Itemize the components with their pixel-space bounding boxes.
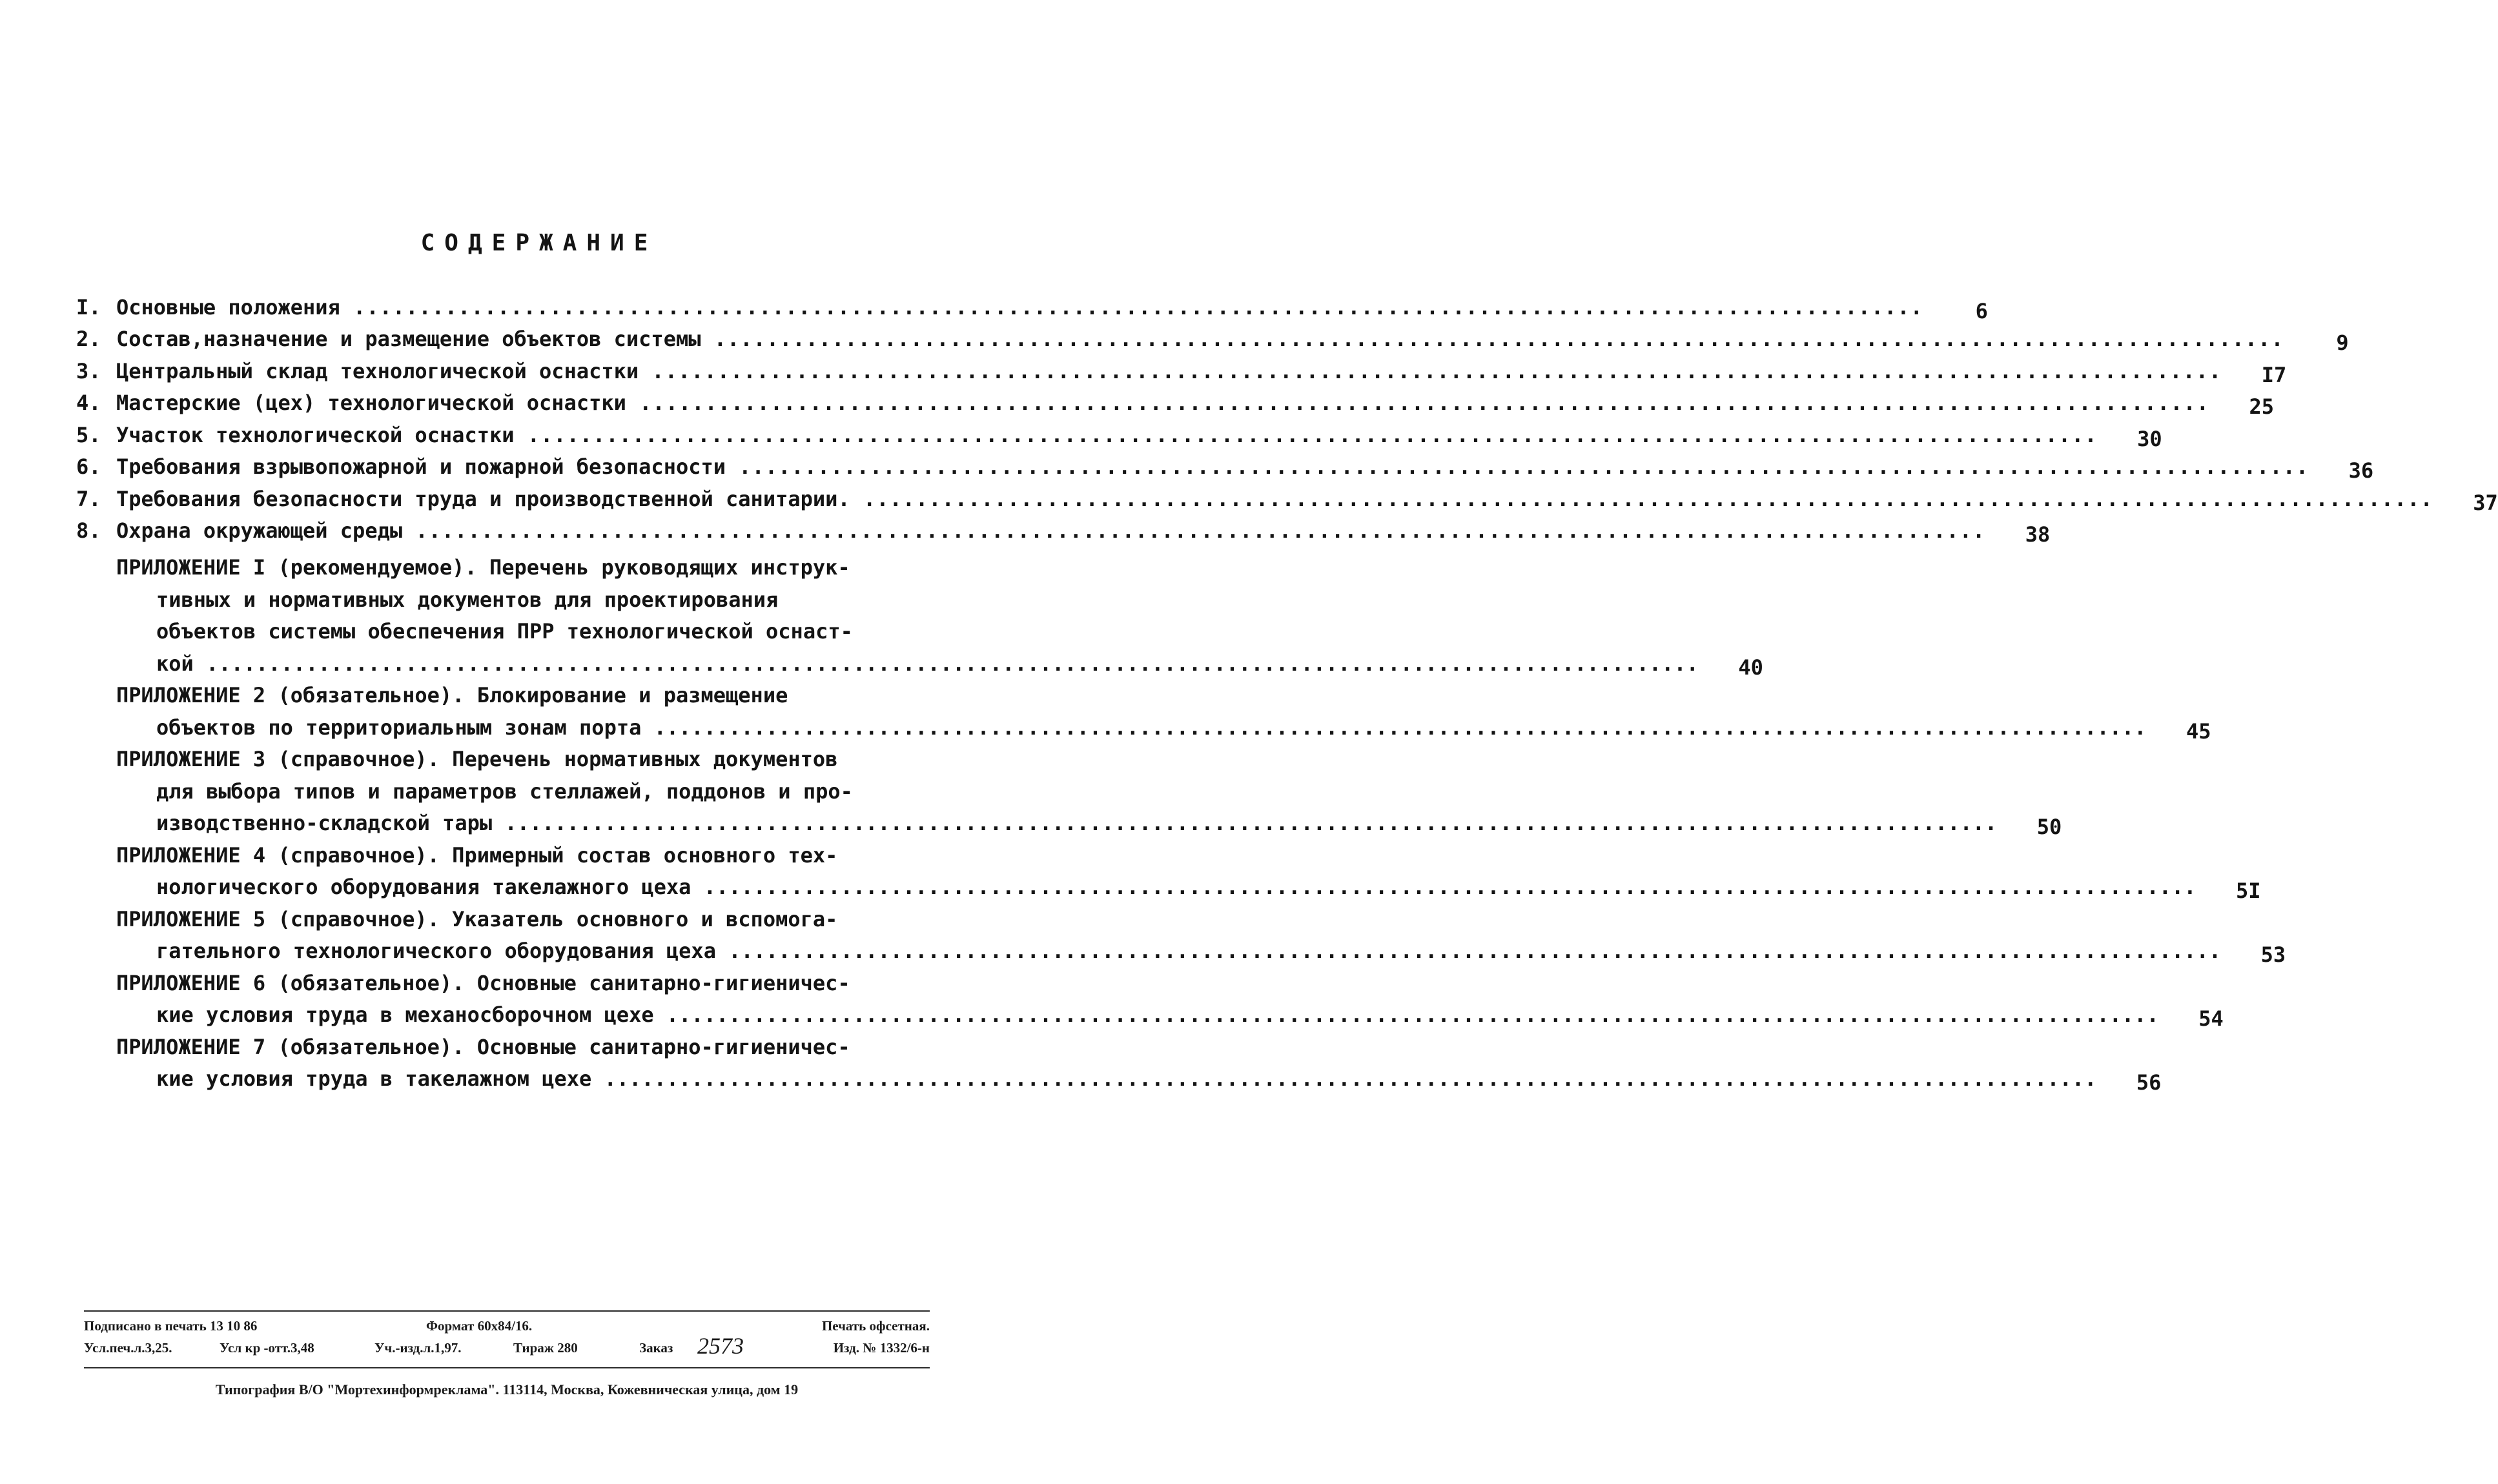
print-run: Тираж 280 <box>513 1340 578 1356</box>
page-title: СОДЕРЖАНИЕ <box>420 230 658 256</box>
appendix-text <box>116 744 870 776</box>
appendix-text-content: кой <box>156 651 194 676</box>
toc-entry-page: 38 <box>2025 522 2051 547</box>
appendix-text <box>156 616 870 648</box>
appendix-page: 40 <box>1738 655 1763 680</box>
appendix-text <box>116 840 870 872</box>
toc-entry-text: Состав,назначение и размещение объектов системы <box>116 327 701 351</box>
appendix-page: 5I <box>2236 879 2261 903</box>
appendix-text <box>156 999 2159 1032</box>
toc-entry <box>76 351 2287 387</box>
toc-entry-page: 30 <box>2137 426 2162 451</box>
toc-entry <box>76 447 2374 483</box>
toc-entry-number: 8. <box>76 518 101 543</box>
appendix-text <box>116 552 870 584</box>
dot-leader: ........................................................................................................................ <box>850 486 2433 511</box>
appendix-text-content: нологического оборудования такелажного цеха <box>156 875 691 899</box>
appendix-text-content: объектов по территориальным зонам порта <box>156 715 642 740</box>
appendix-text <box>116 968 870 1000</box>
appendix-text-content: ПРИЛОЖЕНИЕ 6 (обязательное). Основные санитарно-гигиеничес- <box>116 970 850 995</box>
dot-leader: ........................................................................................................................ <box>591 1066 2097 1091</box>
appendix-text <box>156 648 1699 680</box>
appendix-text-content: ПРИЛОЖЕНИЕ 5 (справочное). Указатель основного и вспомога- <box>116 906 838 931</box>
toc-entry <box>76 511 2051 547</box>
appendix-title-line <box>116 744 935 776</box>
toc-entry-number: 2. <box>76 327 101 351</box>
order-label: Заказ <box>639 1340 673 1356</box>
appendix-continuation-line <box>116 584 935 616</box>
appendix-text <box>156 935 2221 968</box>
appendix-title-line <box>116 552 935 584</box>
appendix-page: 53 <box>2260 942 2286 967</box>
dot-leader: ........................................................................................................................ <box>340 294 1923 320</box>
toc-entry <box>76 383 2275 419</box>
appendix-text <box>116 904 870 936</box>
dot-leader: ........................................................................................................................ <box>193 651 1699 676</box>
appendix-text-content: гательного технологического оборудования цеха <box>156 939 716 963</box>
toc-entry-page: 25 <box>2249 394 2275 419</box>
toc-entry-page: 36 <box>2348 458 2374 483</box>
table-of-contents <box>76 287 2498 1095</box>
toc-entry <box>76 287 1988 323</box>
dot-leader: ........................................................................................................................ <box>492 811 1998 835</box>
appendix-text <box>156 1063 2096 1095</box>
signed-date: Подписано в печать 13 10 86 <box>84 1318 258 1334</box>
toc-entry-label <box>116 487 2433 511</box>
appendix-continuation-line <box>116 712 2211 744</box>
dot-leader: ........................................................................................................................ <box>701 327 2284 351</box>
toc-entry-label <box>116 359 2222 383</box>
dot-leader: ........................................................................................................................ <box>626 391 2210 415</box>
appendix-title-line <box>116 1032 935 1064</box>
edition-number: Изд. № 1332/6-н <box>833 1340 930 1356</box>
toc-entry-page: 6 <box>1975 298 1988 323</box>
appendix-continuation-line <box>116 808 2062 840</box>
appendix-continuation-line <box>116 999 2224 1032</box>
dot-leader: ........................................................................................................................ <box>639 358 2222 383</box>
appendix-page: 50 <box>2036 815 2062 839</box>
appendix-continuation-line <box>116 935 2286 968</box>
order-number: 2573 <box>697 1333 744 1359</box>
appendix-text <box>156 776 870 808</box>
toc-entry-text: Центральный склад технологической оснастки <box>116 358 639 383</box>
toc-entry-text: Участок технологической оснастки <box>116 422 515 447</box>
dot-leader: ........................................................................................................................ <box>653 1002 2159 1027</box>
dot-leader: ........................................................................................................................ <box>715 939 2222 963</box>
appendix-continuation-line <box>116 648 1763 680</box>
appendix-text-content: объектов системы обеспечения ПРР технологической оснаст- <box>156 619 853 644</box>
dot-leader: ........................................................................................................................ <box>691 875 2196 899</box>
appendix-text <box>156 871 2196 904</box>
appendix-continuation-line <box>116 1063 2162 1095</box>
printer-info: Типография В/О "Мортехинформреклама". 113114, Москва, Кожевническая улица, дом 19 <box>215 1381 799 1398</box>
imprint-row-2 <box>84 1333 930 1362</box>
toc-entry-number: 4. <box>76 391 101 415</box>
publisher-sheets: Уч.-изд.л.1,97. <box>374 1340 462 1356</box>
toc-entry-text: Охрана окружающей среды <box>116 518 403 543</box>
appendix-continuation-line <box>116 616 935 648</box>
appendix-text-content: ПРИЛОЖЕНИЕ I (рекомендуемое). Перечень руководящих инструк- <box>116 555 850 580</box>
appendix-continuation-line <box>116 871 2261 904</box>
dot-leader: ........................................................................................................................ <box>726 454 2309 479</box>
color-prints: Усл кр -отт.3,48 <box>220 1340 314 1356</box>
appendix-list <box>76 552 2286 1095</box>
imprint-top-rule <box>84 1310 930 1312</box>
appendix-page: 54 <box>2198 1006 2224 1031</box>
appendix-title-line <box>116 680 935 712</box>
appendix-text-content: для выбора типов и параметров стеллажей, поддонов и про- <box>156 778 853 804</box>
toc-entry-label <box>116 391 2209 415</box>
appendix-text-content: тивных и нормативных документов для проектирования <box>156 587 779 612</box>
appendix-text-content: ПРИЛОЖЕНИЕ 4 (справочное). Примерный состав основного тех- <box>116 842 838 868</box>
appendix-title-line <box>116 904 935 936</box>
toc-entry-text: Требования взрывопожарной и пожарной безопасности <box>116 454 726 479</box>
print-method: Печать офсетная. <box>821 1318 930 1334</box>
appendix-text <box>116 680 870 712</box>
dot-leader: ........................................................................................................................ <box>641 715 2147 740</box>
appendix-text-content: изводственно-складской тары <box>156 811 493 835</box>
toc-entry-number: 3. <box>76 358 101 383</box>
appendix-text <box>156 712 2147 744</box>
dot-leader: ........................................................................................................................ <box>402 518 1986 543</box>
appendix-page: 56 <box>2136 1070 2162 1095</box>
imprint-block <box>84 1310 930 1398</box>
appendix-text-content: ПРИЛОЖЕНИЕ 3 (справочное). Перечень нормативных документов <box>116 747 838 771</box>
imprint-bottom-rule <box>84 1367 930 1368</box>
appendix-text <box>116 1032 870 1064</box>
toc-entry-page: I7 <box>2261 362 2287 387</box>
appendix-text-content: кие условия труда в такелажном цехе <box>156 1066 592 1091</box>
appendix-text-content: ПРИЛОЖЕНИЕ 7 (обязательное). Основные санитарно-гигиеничес- <box>116 1034 850 1059</box>
appendix-title-line <box>116 968 935 1000</box>
printed-sheets: Усл.печ.л.3,25. <box>84 1340 172 1356</box>
toc-entry <box>76 320 2349 355</box>
toc-entry-text: Основные положения <box>116 294 340 320</box>
toc-entry-page: 37 <box>2473 490 2498 515</box>
appendix-text <box>156 808 1997 840</box>
toc-entry-label <box>116 327 2284 351</box>
appendix-title-line <box>116 840 935 872</box>
toc-entry-number: 7. <box>76 486 101 511</box>
toc-entry-label <box>116 518 1985 543</box>
dot-leader: ........................................................................................................................ <box>514 422 2098 447</box>
toc-entry-number: 5. <box>76 422 101 447</box>
toc-entry-text: Требования безопасности труда и производственной санитарии. <box>116 486 850 511</box>
toc-entry <box>76 479 2498 515</box>
toc-entry-page: 9 <box>2336 330 2349 355</box>
appendix-text-content: ПРИЛОЖЕНИЕ 2 (обязательное). Блокирование и размещение <box>116 683 788 707</box>
toc-entry-label <box>116 454 2309 479</box>
appendix-continuation-line <box>116 776 935 808</box>
appendix-page: 45 <box>2186 718 2211 744</box>
imprint-row-1 <box>84 1318 930 1340</box>
toc-entry-label <box>116 423 2098 447</box>
toc-entry <box>76 415 2162 451</box>
appendix-text-content: кие условия труда в механосборочном цехе <box>156 1002 654 1027</box>
toc-entry-label <box>116 295 1923 320</box>
appendix-text <box>156 584 870 616</box>
toc-entry-number: I. <box>76 294 101 320</box>
toc-entry-text: Мастерские (цех) технологической оснастки <box>116 391 626 415</box>
toc-entry-number: 6. <box>76 454 101 479</box>
paper-format: Формат 60х84/16. <box>426 1318 533 1334</box>
